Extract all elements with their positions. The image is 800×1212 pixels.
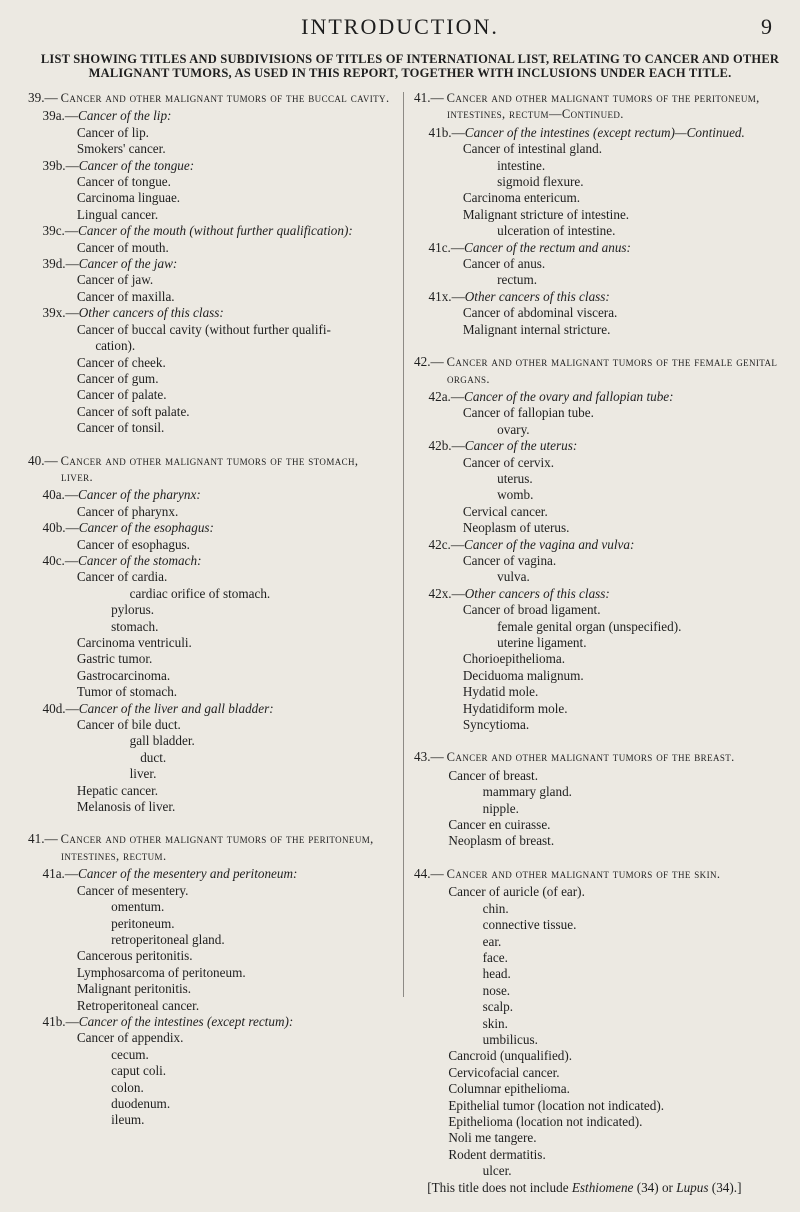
page-title: INTRODUCTION.	[301, 14, 499, 39]
list-item: Cancer of appendix.	[76, 1030, 184, 1046]
list-item: Cervicofacial cancer.	[448, 1064, 560, 1080]
subdivision-39d: 39d.—Cancer of the jaw: Cancer of jaw. Cancer of maxilla.	[28, 256, 393, 305]
section-39	[28, 90, 393, 437]
list-item: connective tissue.	[482, 917, 577, 933]
list-item: Cancer of buccal cavity (without further qualifi-	[76, 321, 331, 337]
list-item: Melanosis of liver.	[76, 799, 176, 815]
list-item: Cancer of lip.	[76, 124, 149, 140]
subdivision-39x: 39x.—Other cancers of this class: Cancer of buccal cavity (without further qualifi- cation). Cancer of cheek. Cancer of gum. Cancer of palate. Cancer of soft palate. Cancer of tonsil.	[28, 305, 393, 436]
subdivision-39b: 39b.—Cancer of the tongue: Cancer of tongue. Carcinoma linguae. Lingual cancer.	[28, 158, 393, 224]
subdivision-39a: 39a.—Cancer of the lip: Cancer of lip. Smokers' cancer.	[28, 108, 393, 157]
list-item: Cancer of fallopian tube.	[462, 405, 594, 421]
list-item: cecum.	[111, 1046, 149, 1062]
list-item: Cancer of cervix.	[462, 454, 554, 470]
list-item: Neoplasm of breast.	[448, 833, 555, 849]
subdivision-41a: 41a.—Cancer of the mesentery and peritoneum: Cancer of mesentery. omentum. peritoneum. retroperitoneal gland. Cancerous peritonitis. Lymphosarcoma of peritoneum. Malignant peritonitis. Retroperitoneal cancer.	[28, 866, 393, 1014]
list-item: Rodent dermatitis.	[448, 1146, 546, 1162]
list-item: Cancer of breast.	[448, 767, 539, 783]
section-41-continued	[414, 90, 790, 338]
list-item: Carcinoma ventriculi.	[76, 635, 192, 650]
list-item: scalp.	[482, 999, 514, 1015]
list-item: Deciduoma malignum.	[462, 667, 584, 683]
list-item: Gastrocarcinoma.	[76, 667, 171, 683]
list-item: umbilicus.	[482, 1031, 538, 1047]
list-item: Epithelioma (location not indicated).	[448, 1113, 643, 1129]
list-item: Cancer of maxilla.	[76, 288, 175, 304]
list-item: caput coli.	[111, 1063, 167, 1079]
list-item: Tumor of stomach.	[76, 684, 178, 700]
list-item: ileum.	[111, 1112, 145, 1128]
list-item: Cancer of anus.	[462, 256, 546, 272]
list-item: retroperitoneal gland.	[111, 931, 225, 947]
list-item: ulcer.	[482, 1163, 512, 1179]
list-item: Chorioepithelioma.	[462, 651, 566, 667]
section-40	[28, 453, 393, 816]
list-item: Carcinoma linguae.	[76, 190, 181, 206]
list-item: ovary.	[497, 421, 530, 437]
list-item: uterus.	[497, 470, 533, 486]
list-item: Cancer of mouth.	[76, 239, 169, 255]
list-item: Noli me tangere.	[448, 1130, 537, 1146]
subdivision-40b: 40b.—Cancer of the esophagus: Cancer of esophagus.	[28, 520, 393, 553]
list-item: Cancer of auricle (of ear).	[448, 884, 585, 900]
section-heading: 40.— Cancer and other malignant tumors of the stomach, liver.	[28, 452, 359, 484]
list-item: female genital organ (unspecified).	[497, 618, 682, 634]
subdivision-40c: 40c.—Cancer of the stomach: Cancer of cardia. cardiac orifice of stomach. pylorus. stomach. Carcinoma ventriculi. Gastric tumor. Gastrocarcinoma. Tumor of stomach.	[28, 553, 393, 701]
list-item: ear.	[482, 933, 502, 949]
section-heading: 42.— Cancer and other malignant tumors of the female genital organs.	[414, 354, 778, 386]
list-item: stomach.	[111, 618, 159, 634]
list-item: ulceration of intestine.	[497, 223, 616, 239]
list-item: Cancer of cheek.	[76, 354, 166, 370]
list-item: Cancer of intestinal gland.	[462, 141, 602, 157]
section-heading: 41.— Cancer and other malignant tumors of the peritoneum, intestines, rectum.	[28, 831, 374, 863]
subdivision-41c: 41c.—Cancer of the rectum and anus: Cancer of anus. rectum.	[414, 240, 790, 289]
list-item: Cancer of esophagus.	[76, 536, 190, 552]
section-heading: 41.— Cancer and other malignant tumors of the peritoneum, intestines, rectum—Continued.	[414, 90, 760, 122]
subdivision-40a: 40a.—Cancer of the pharynx: Cancer of pharynx.	[28, 487, 393, 520]
list-item: Cancer of jaw.	[76, 272, 154, 288]
list-item: Syncytioma.	[462, 717, 530, 733]
page-number: 9	[761, 14, 772, 39]
list-item: Cervical cancer.	[462, 503, 548, 519]
list-item: pylorus.	[111, 602, 154, 618]
list-item: Hepatic cancer.	[76, 782, 159, 798]
right-column	[414, 90, 790, 1212]
subdivision-41b-continued: 41b.—Cancer of the intestines (except rectum)—Continued. Cancer of intestinal gland. intestine. sigmoid flexure. Carcinoma entericum. Malignant stricture of intestine. ulceration of intestine.	[414, 125, 790, 240]
list-item: Neoplasm of uterus.	[462, 520, 570, 536]
subdivision-41x: 41x.—Other cancers of this class: Cancer of abdominal viscera. Malignant internal stricture.	[414, 289, 790, 338]
list-item: peritoneum.	[111, 915, 175, 931]
section-heading: 43.— Cancer and other malignant tumors of the breast.	[414, 749, 735, 765]
list-item: Epithelial tumor (location not indicated).	[448, 1097, 665, 1113]
subdivision-39c: 39c.—Cancer of the mouth (without further qualification): Cancer of mouth.	[28, 223, 393, 256]
page-header	[0, 14, 800, 40]
list-item: Cancer of tongue.	[76, 174, 171, 190]
subdivision-41b: 41b.—Cancer of the intestines (except rectum): Cancer of appendix. cecum. caput coli. colon. duodenum. ileum.	[28, 1014, 393, 1129]
section-41	[28, 831, 393, 1128]
exclusion-note: [This title does not include Esthiomene (34) or Lupus (34).]	[427, 1179, 742, 1195]
list-item: Malignant peritonitis.	[76, 981, 192, 997]
list-item: Cancer of soft palate.	[76, 403, 190, 419]
list-item: Cancer of gum.	[76, 370, 159, 386]
list-item: Gastric tumor.	[76, 651, 153, 667]
list-item: Lingual cancer.	[76, 206, 159, 222]
list-item: uterine ligament.	[497, 635, 587, 650]
list-item: Cancerous peritonitis.	[76, 948, 193, 964]
list-item: Cancer of broad ligament.	[462, 602, 601, 618]
list-item: Cancer of tonsil.	[76, 420, 165, 436]
list-item: Retroperitoneal cancer.	[76, 997, 200, 1013]
list-item: Malignant internal stricture.	[462, 321, 611, 337]
list-item: Cancer of bile duct.	[76, 717, 181, 733]
list-item: Malignant stricture of intestine.	[462, 206, 630, 222]
list-item: womb.	[497, 487, 534, 503]
list-item: Cancroid (unqualified).	[448, 1048, 573, 1064]
list-item: Hydatid mole.	[462, 684, 539, 700]
section-heading: 44.— Cancer and other malignant tumors of the skin.	[414, 865, 721, 881]
list-item: nose.	[482, 982, 511, 998]
list-item: Cancer of mesentery.	[76, 882, 189, 898]
list-item: Cancer of pharynx.	[76, 503, 179, 519]
list-item: Columnar epithelioma.	[448, 1081, 570, 1097]
list-item: Lymphosarcoma of peritoneum.	[76, 964, 246, 980]
list-item: Cancer of cardia.	[76, 569, 168, 585]
list-item: Carcinoma entericum.	[462, 190, 581, 206]
subdivision-42b: 42b.—Cancer of the uterus: Cancer of cervix. uterus. womb. Cervical cancer. Neoplasm of uterus.	[414, 438, 790, 536]
list-item: Cancer of abdominal viscera.	[462, 305, 618, 321]
subdivision-42a: 42a.—Cancer of the ovary and fallopian tube: Cancer of fallopian tube. ovary.	[414, 389, 790, 438]
left-column	[28, 90, 393, 1145]
list-item: intestine.	[497, 157, 546, 173]
list-item: rectum.	[497, 272, 538, 288]
list-item: sigmoid flexure.	[497, 174, 584, 190]
subdivision-40d: 40d.—Cancer of the liver and gall bladder: Cancer of bile duct. gall bladder. duct. liver. Hepatic cancer. Melanosis of liver.	[28, 701, 393, 816]
section-43	[414, 749, 790, 849]
list-item: gall bladder.	[129, 733, 195, 749]
subdivision-42c: 42c.—Cancer of the vagina and vulva: Cancer of vagina. vulva.	[414, 537, 790, 586]
list-item: vulva.	[497, 569, 530, 585]
list-item: Hydatidiform mole.	[462, 700, 568, 716]
subdivision-42x: 42x.—Other cancers of this class: Cancer of broad ligament. female genital organ (unspecified). uterine ligament. Chorioepithelioma. Deciduoma malignum. Hydatid mole. Hydatidiform mole. Syncytioma.	[414, 586, 790, 734]
list-heading: LIST SHOWING TITLES AND SUBDIVISIONS OF TITLES OF INTERNATIONAL LIST, RELATING TO CANCER AND OTHER MALIGNANT TUMORS, AS USED IN THIS REPORT, TOGETHER WITH INCLUSIONS UNDER EACH TITLE.	[40, 52, 780, 80]
list-item: Cancer of vagina.	[462, 552, 557, 568]
list-item: Smokers' cancer.	[76, 141, 166, 157]
section-42	[414, 354, 790, 733]
list-item: duodenum.	[111, 1095, 171, 1111]
list-item: chin.	[482, 900, 509, 916]
list-item: face.	[482, 949, 508, 965]
section-44	[414, 866, 790, 1196]
list-item: omentum.	[111, 899, 165, 915]
list-item: mammary gland.	[482, 784, 572, 800]
list-item: colon.	[111, 1079, 144, 1095]
list-item: Cancer en cuirasse.	[448, 817, 551, 833]
list-item: cation).	[95, 338, 136, 354]
list-item: skin.	[482, 1015, 508, 1031]
list-item: head.	[482, 966, 511, 982]
list-item: cardiac orifice of stomach.	[129, 585, 271, 601]
list-item: liver.	[129, 766, 157, 782]
column-divider	[403, 92, 404, 997]
list-item: duct.	[140, 749, 167, 765]
section-heading: 39.— Cancer and other malignant tumors of the buccal cavity.	[28, 90, 390, 105]
list-item: nipple.	[482, 800, 519, 816]
list-item: Cancer of palate.	[76, 387, 167, 403]
